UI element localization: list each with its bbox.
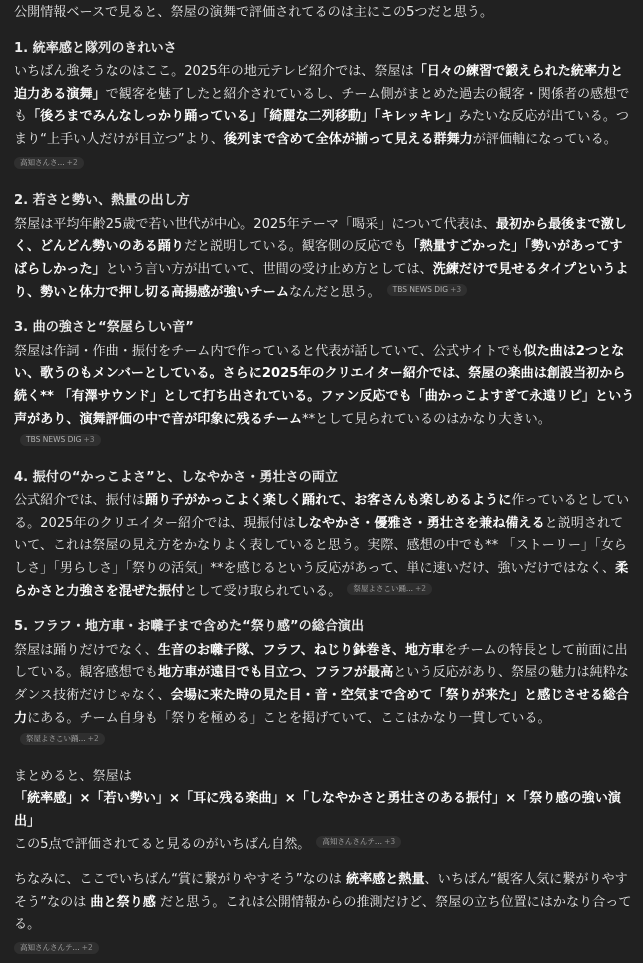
bold-text: 踊り子がかっこよく楽しく踊れて、お客さんも楽しめるように: [144, 493, 512, 509]
bold-text: 会場に来た時の見た目・音・空気まで含めて「祭りが来た」と感じさせる総合力: [14, 688, 629, 726]
closing-section: [14, 869, 635, 962]
body-text: **として見られているのはかなり大きい。: [302, 411, 551, 427]
section-body: [14, 490, 635, 603]
numbered-section: [14, 467, 635, 604]
bold-text: 「日々の練習で鍛えられた統率力と迫力ある演舞」: [14, 64, 624, 102]
source-chip[interactable]: 祭屋よさこい踊... +2: [347, 583, 432, 595]
body-text: として受け取られている。: [184, 583, 342, 599]
source-chip[interactable]: TBS NEWS DIG +3: [20, 434, 101, 446]
bold-text: 生音のお囃子隊、フラフ、ねじり鉢巻き、地方車: [157, 642, 445, 658]
section-title: 4. 振付の“かっこよさ”と、しなやかさ・勇壮さの両立: [14, 469, 338, 485]
source-chip[interactable]: 高知さんさんテ... +3: [316, 836, 401, 848]
sections-container: [14, 38, 635, 753]
body-text: だと説明している。観客側の反応でも: [183, 239, 407, 255]
body-text: 公式紹介では、振付は: [14, 493, 145, 509]
bold-text: 「後ろまでみんなしっかり踊っている」「綺麗な二列移動」「キレッキレ」: [27, 109, 459, 125]
summary-lead: まとめると、祭屋は: [14, 768, 132, 784]
section-title: 1. 統率感と隊列のきれいさ: [14, 40, 177, 56]
body-text: ちなみに、ここでいちばん“賞に繋がりやすそう”なのは: [14, 872, 346, 888]
bold-text: 似た曲は2つとない、歌うのもメンバー: [14, 343, 625, 382]
body-text: にある。チーム自身も「祭りを極める」ことを掲げていて、ここはかなり一貫している。: [27, 710, 551, 726]
body-text: をチームの特長として前面に出している。観客感想でも: [14, 642, 628, 681]
body-text: 祭屋は平均年齢25歳で若い世代が中心。2025年テーマ「喝采」について代表は、: [14, 216, 496, 232]
source-chip[interactable]: 高知さんさ... +2: [14, 157, 84, 169]
numbered-section: [14, 616, 635, 753]
section-body: [14, 214, 635, 304]
summary-section: [14, 766, 635, 856]
body-text: 作っているとしている。2025年のクリエイター紹介では、現振付は: [14, 493, 630, 531]
body-text: いちばん強そうなのはここ。2025年の地元テレビ紹介では、祭屋は: [14, 64, 414, 80]
body-text: という反応があり、祭屋の魅力は純粋なダンス技術だけじゃなく、: [14, 665, 629, 704]
bold-text: しなやかさ・優雅さ・勇壮さを兼ね備える: [295, 515, 545, 531]
source-chip[interactable]: 高知さんさんテ... +2: [14, 942, 99, 954]
body-text: 祭屋は作詞・作曲・振付をチーム内で作っていると代表が話していて、公式サイトでも: [14, 343, 524, 359]
body-text: なんだと思う。: [288, 284, 381, 300]
bold-text: 後列まで含めて全体が揃って見える群舞力: [223, 131, 473, 147]
source-chip[interactable]: 祭屋よさこい踊... +2: [20, 733, 105, 745]
bold-text: 地方車が遠目でも目立つ、フラフが最高: [158, 665, 394, 681]
numbered-section: [14, 317, 635, 454]
section-title: 3. 曲の強さと“祭屋らしい音”: [14, 320, 194, 336]
bold-text: 柔らかさと力強さを混ぜた振付: [14, 561, 629, 599]
closing-text: [14, 869, 635, 937]
summary-tail: この5点で評価されてると見るのがいちばん自然。: [14, 836, 311, 852]
body-text: だと思う。これは公開情報からの推測だけど、祭屋の立ち位置にはかなり合ってる。: [14, 894, 632, 933]
section-body: [14, 341, 635, 454]
bold-text: 曲と祭り感: [90, 894, 156, 910]
numbered-section: [14, 38, 635, 178]
bold-text: 統率感と熱量: [345, 872, 425, 888]
body-text: 祭屋は踊りだけでなく、: [14, 642, 158, 658]
body-text: という言い方が出ていて、世間の受け止め方としては、: [105, 261, 433, 277]
body-text: と説明されていて、これは祭屋の見え方をかなりよく表していると思う。実際、感想の中でも** 「ストーリー」「女らしさ」「男らしさ」「祭りの活気」**を感じるという反応があって、単に速いだけ、強いだけではなく、: [14, 515, 627, 577]
bold-text: 「熱量すごかった」「勢いがあってすばらしかった」: [14, 239, 623, 277]
body-text: で観客を魅了したと紹介されているし、チーム側がまとめた過去の観客・関係者の感想でも: [14, 86, 630, 125]
body-text: みたいな反応が出ている。つまり“上手い人だけが目立つ”より、: [14, 109, 630, 147]
source-chip[interactable]: TBS NEWS DIG +3: [387, 284, 468, 296]
section-body: [14, 61, 635, 151]
section-title: 2. 若さと勢い、熱量の出し方: [14, 193, 190, 209]
bold-text: 最初から最後まで激しく、どんどん勢いのある踊り: [14, 216, 627, 255]
section-body: [14, 640, 635, 753]
bold-text: としている。さらに2025年のクリエイター紹介では、祭屋の楽曲は創設当初から続く** 「有澤サウンド」として打ち出されている。ファン反応でも「曲かっこよすぎて永遠リピ」という声があり、演舞評価の中で音が印象に残るチーム: [14, 366, 635, 427]
body-text: 、いちばん“観客人気に繋がりやすそう”なのは: [14, 872, 628, 910]
intro-text: 公開情報ベースで見ると、祭屋の演舞で評価されてるのは主にこの5つだと思う。: [14, 5, 494, 20]
summary-line: 「統率感」×「若い勢い」×「耳に残る楽曲」×「しなやかさと勇壮さのある振付」×「祭り感の強い演出」: [14, 791, 621, 829]
section-title: 5. フラフ・地方車・お囃子まで含めた“祭り感”の総合演出: [14, 619, 365, 635]
numbered-section: [14, 190, 635, 304]
body-text: が評価軸になっている。: [472, 131, 617, 147]
bold-text: 洗練だけで見せるタイプというより、勢いと体力で押し切る高揚感が強いチーム: [14, 261, 629, 300]
